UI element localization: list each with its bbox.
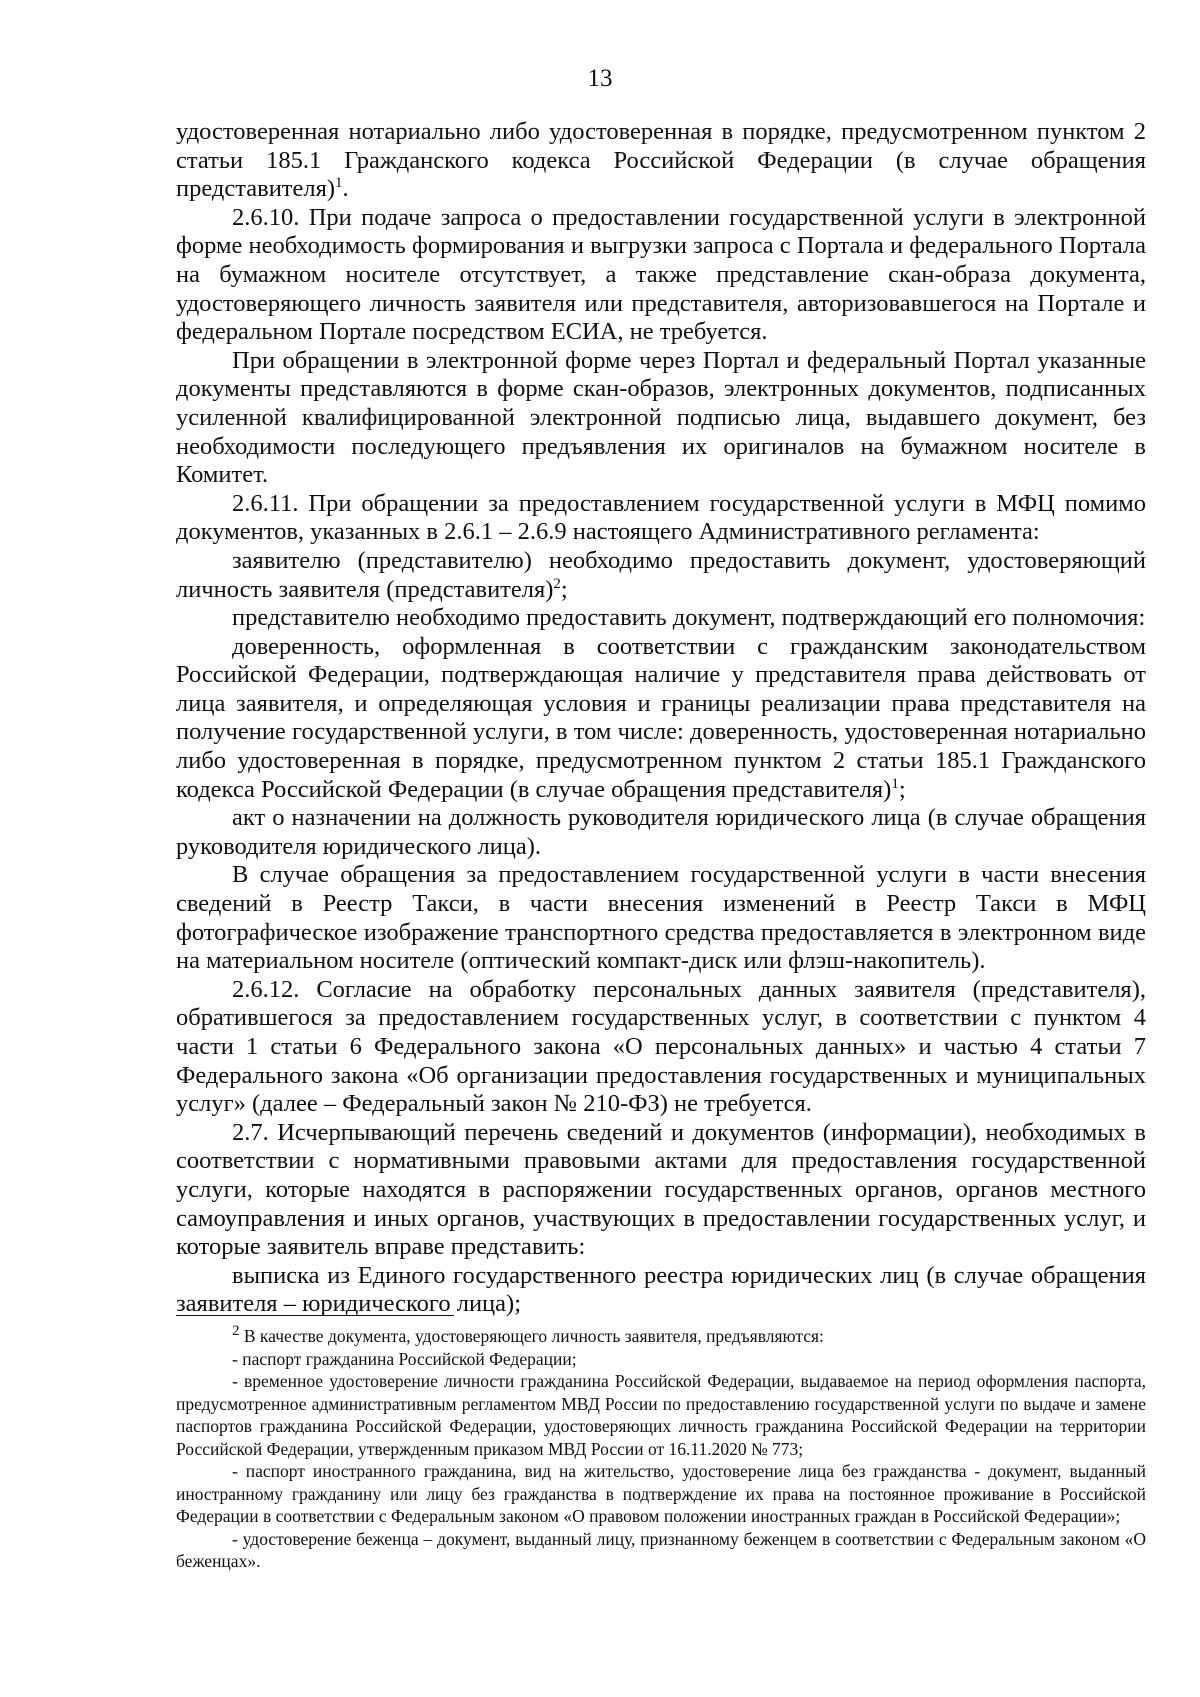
paragraph-2-7: 2.7. Исчерпывающий перечень сведений и документов (информации), необходимых в соответствии с нормативными правовыми актами для предоставления государственной услуги, которые находятся в распоряжении государственных органов, органов местного самоуправления и иных органов, участвующих в предоставлении государственных услуг, и которые заявитель вправе представить: [176, 1118, 1146, 1261]
footnote-divider [176, 1315, 454, 1316]
footnote-ref: 1 [335, 175, 343, 192]
paragraph-electronic-docs: При обращении в электронной форме через Портал и федеральный Портал указанные документы представляются в форме скан-образов, электронных документов, подписанных усиленной квалифицированной электронной подписью лица, выдавшего документ, без необходимости последующего предъявления их оригиналов на бумажном носителе в Комитет. [176, 346, 1146, 489]
paragraph-identity-document: заявителю (представителю) необходимо предоставить документ, удостоверяющий личность заявителя (представителя)$^2$; [176, 546, 1146, 603]
paragraph-continuation: удостоверенная нотариально либо удостоверенная в порядке, предусмотренном пунктом 2 статьи 185.1 Гражданского кодекса Российской Федерации (в случае обращения представителя)$^1$. [176, 118, 1146, 203]
paragraph-2-6-12: 2.6.12. Согласие на обработку персональных данных заявителя (представителя), обратившегося за предоставлением государственных услуг, в соответствии с пунктом 4 части 1 статьи 6 Федерального закона «О персональных данных» и частью 4 статьи 7 Федерального закона «Об организации предоставления государственных и муниципальных услуг» (далее – Федеральный закон № 210-ФЗ) не требуется. [176, 975, 1146, 1118]
footnote-ref: 2 [553, 575, 561, 592]
paragraph-2-6-10: 2.6.10. При подаче запроса о предоставлении государственной услуги в электронной форме необходимость формирования и выгрузки запроса с Портала и федерального Портала на бумажном носителе отсутствует, а также представление скан-образа документа, удостоверяющего личность заявителя или представителя, авторизовавшегося на Портале и федеральном Портале посредством ЕСИА, не требуется. [176, 203, 1146, 346]
paragraph-2-6-11: 2.6.11. При обращении за предоставлением государственной услуги в МФЦ помимо документов, указанных в 2.6.1 – 2.6.9 настоящего Административного регламента: [176, 489, 1146, 546]
paragraph-representative-authority: представителю необходимо предоставить документ, подтверждающий его полномочия: [232, 604, 1146, 632]
paragraph-appointment-act: акт о назначении на должность руководителя юридического лица (в случае обращения руководителя юридического лица). [176, 804, 1146, 860]
footnote-item-refugee-id: - удостоверение беженца – документ, выданный лицу, признанному беженцем в соответствии с Федеральным законом «О беженцах». [176, 1528, 1146, 1571]
footnotes [176, 1325, 1146, 1573]
footnote-item-foreign-passport: - паспорт иностранного гражданина, вид на жительство, удостоверение лица без гражданства - документ, выданный иностранному гражданину или лицу без гражданства в подтверждение их права на постоянное проживание в Российской Федерации в соответствии с Федеральным законом «О правовом положении иностранных граждан в Российской Федерации»; [176, 1461, 1146, 1526]
footnote-item-passport: - паспорт гражданина Российской Федерации; [232, 1348, 577, 1369]
document-body [176, 118, 1146, 1319]
paragraph-power-of-attorney: доверенность, оформленная в соответствии с гражданским законодательством Российской Федерации, подтверждающая наличие у представителя права действовать от лица заявителя, и определяющая условия и границы реализации права представителя на получение государственной услуги, в том числе: доверенность, удостоверенная нотариально либо удостоверенная в порядке, предусмотренном пунктом 2 статьи 185.1 Гражданского кодекса Российской Федерации (в случае обращения представителя)$^1$; [176, 632, 1146, 803]
paragraph-taxi-registry: В случае обращения за предоставлением государственной услуги в части внесения сведений в Реестр Такси, в части внесения изменений в Реестр Такси в МФЦ фотографическое изображение транспортного средства предоставляется в электронном виде на материальном носителе (оптический компакт-диск или флэш-накопитель). [176, 861, 1146, 975]
footnote-marker: 2 [232, 1323, 240, 1340]
page-number: 13 [587, 65, 613, 92]
paragraph-egrul-extract: выписка из Единого государственного реестра юридических лиц (в случае обращения заявителя – юридического лица); [176, 1261, 1146, 1318]
footnote-ref: 1 [891, 775, 899, 792]
footnote-item-temporary-id: - временное удостоверение личности гражданина Российской Федерации, выдаваемое на период оформления паспорта, предусмотренное административным регламентом МВД России по предоставлению государственной услуги по выдаче и замене паспортов гражданина Российской Федерации, удостоверяющих личность гражданина Российской Федерации на территории Российской Федерации, утвержденным приказом МВД России от 16.11.2020 № 773; [176, 1371, 1146, 1459]
footnote-2: $^2$ В качестве документа, удостоверяющего личность заявителя, предъявляются: [232, 1323, 824, 1346]
